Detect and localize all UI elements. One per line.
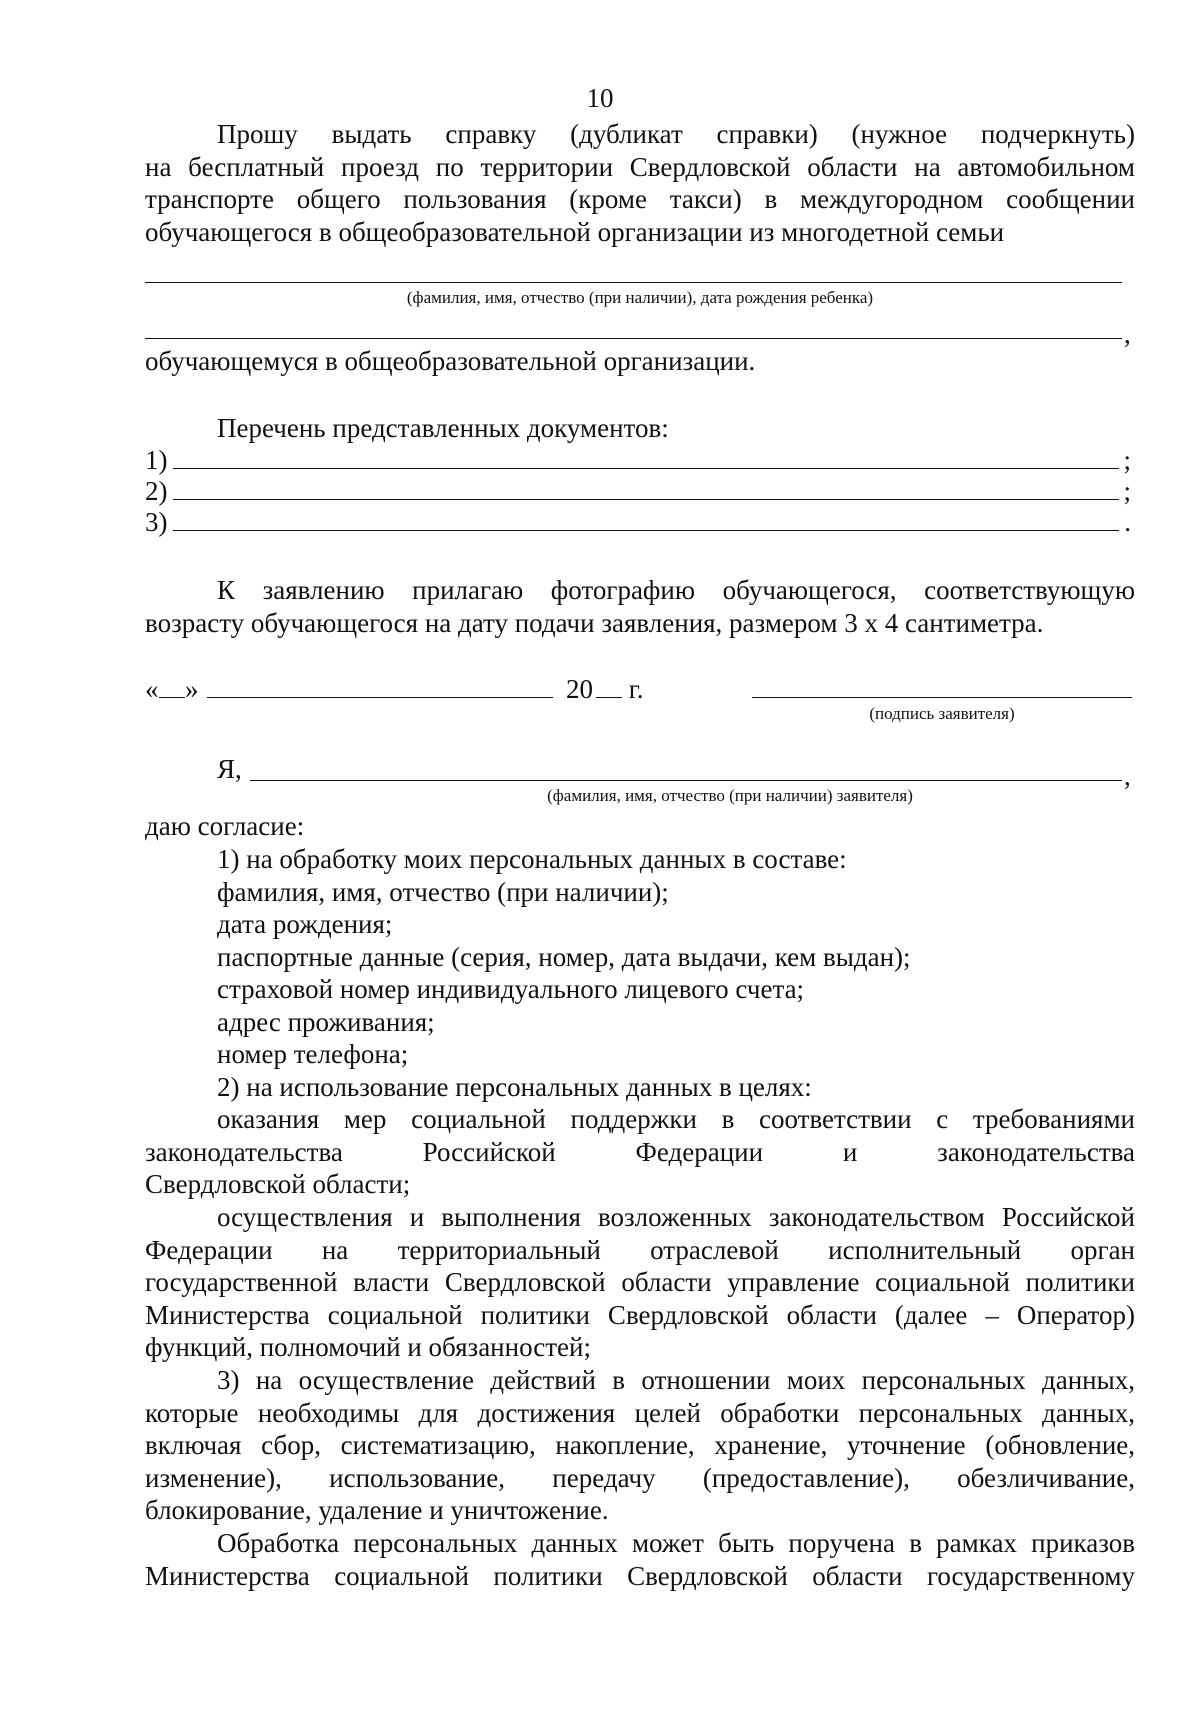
document-row-2 <box>145 475 1135 507</box>
date-year-suffix: г. <box>622 674 644 704</box>
consent-item-3: дата рождения; <box>217 909 393 939</box>
student-text: обучающемуся в общеобразовательной организации. <box>145 346 756 376</box>
signature-caption: (подпись заявителя) <box>869 704 1015 723</box>
consent-item-8: 2) на использование персональных данных в целях: <box>217 1071 812 1102</box>
purpose-1-line-3: Свердловской области; <box>145 1169 411 1199</box>
document-input-2[interactable] <box>173 499 1119 500</box>
document-end-3: . <box>1124 507 1131 537</box>
purpose-1-line-1: оказания мер социальной поддержки в соответствии с требованиями <box>217 1104 1135 1134</box>
document-num-3: 3) <box>145 507 168 537</box>
date-year-field[interactable] <box>596 697 622 698</box>
document-input-1[interactable] <box>173 468 1119 469</box>
document-row-1 <box>145 444 1135 476</box>
consent-item-4: паспортные данные (серия, номер, дата выдачи, кем выдан); <box>217 941 911 972</box>
item-3-paragraph <box>145 1364 1135 1527</box>
child-caption: (фамилия, имя, отчество (при наличии), дата рождения ребенка) <box>406 288 874 307</box>
item-3-line-5: блокирование, удаление и уничтожение. <box>145 1495 609 1525</box>
purpose-1-paragraph <box>145 1103 1135 1201</box>
document-input-3[interactable] <box>173 530 1119 531</box>
applicant-line-comma: , <box>1124 761 1131 791</box>
documents-heading: Перечень представленных документов: <box>217 413 669 443</box>
item-3-line-2: которые необходимы для достижения целей обработки персональных данных, <box>145 1397 1135 1428</box>
photo-paragraph <box>145 574 1135 639</box>
give-consent: даю согласие: <box>145 811 305 841</box>
document-end-2: ; <box>1123 476 1131 506</box>
item-3-line-3: включая сбор, систематизацию, накопление, хранение, уточнение (обновление, <box>145 1430 1135 1460</box>
final-line-1: Обработка персональных данных может быть поручена в рамках приказов <box>217 1528 1135 1558</box>
item-3-line-4: изменение), использование, передачу (предоставление), обезличивание, <box>145 1462 1135 1493</box>
date-day-field[interactable] <box>159 697 185 698</box>
document-end-1: ; <box>1123 445 1131 475</box>
child-line-comma: , <box>1124 319 1131 349</box>
purpose-2-line-5: функций, полномочий и обязанностей; <box>145 1332 591 1362</box>
request-line-3: транспорте общего пользования (кроме такси) в междугородном сообщении <box>145 184 1135 214</box>
consent-list <box>217 843 1135 1103</box>
document-row-3 <box>145 506 1135 538</box>
final-paragraph <box>145 1527 1135 1592</box>
applicant-name-field[interactable] <box>250 780 1122 781</box>
request-line-2: на бесплатный проезд по территории Свердловской области на автомобильном <box>145 151 1135 182</box>
consent-item-6: адрес проживания; <box>217 1006 435 1037</box>
consent-item-7: номер телефона; <box>217 1039 409 1069</box>
request-line-4: обучающегося в общеобразовательной организации из многодетной семьи <box>145 216 1005 247</box>
purpose-2-line-2: Федерации на территориальный отраслевой исполнительный орган <box>145 1234 1135 1265</box>
request-line-1: Прошу выдать справку (дубликат справки) (нужное подчеркнуть) <box>217 119 1135 149</box>
purpose-1-line-2: законодательства Российской Федерации и законодательства <box>145 1136 1135 1167</box>
child-name-line-2[interactable] <box>145 338 1122 339</box>
consent-item-1: 1) на обработку моих персональных данных в составе: <box>217 844 847 874</box>
signature-field[interactable] <box>752 697 1132 698</box>
page-number: 10 <box>586 83 614 113</box>
consent-item-5: страховой номер индивидуального лицевого счета; <box>217 974 805 1004</box>
date-open-quote: « <box>145 674 159 704</box>
consent-ya: Я, <box>217 754 242 784</box>
final-line-2: Министерства социальной политики Свердловской области государственному <box>145 1560 1135 1591</box>
date-month-field[interactable] <box>207 697 553 698</box>
request-paragraph <box>145 118 1135 248</box>
consent-item-2: фамилия, имя, отчество (при наличии); <box>217 876 669 907</box>
child-name-line[interactable] <box>145 282 1122 283</box>
document-num-1: 1) <box>145 445 168 475</box>
applicant-caption: (фамилия, имя, отчество (при наличии) заявителя) <box>547 786 913 805</box>
purpose-2-line-4: Министерства социальной политики Свердловской области (далее – Оператор) <box>145 1299 1135 1330</box>
photo-line-2: возрасту обучающегося на дату подачи заявления, размером 3 х 4 сантиметра. <box>145 607 1044 638</box>
document-num-2: 2) <box>145 476 168 506</box>
purpose-2-line-1: осуществления и выполнения возложенных законодательством Российской <box>217 1202 1135 1232</box>
purpose-2-paragraph <box>145 1201 1135 1364</box>
photo-line-1: К заявлению прилагаю фотографию обучающегося, соответствующую <box>217 575 1135 605</box>
date-close-quote: » <box>185 674 199 704</box>
purpose-2-line-3: государственной власти Свердловской области управление социальной политики <box>145 1267 1135 1297</box>
item-3-line-1: 3) на осуществление действий в отношении моих персональных данных, <box>217 1365 1135 1395</box>
date-year-prefix: 20 <box>566 674 593 704</box>
